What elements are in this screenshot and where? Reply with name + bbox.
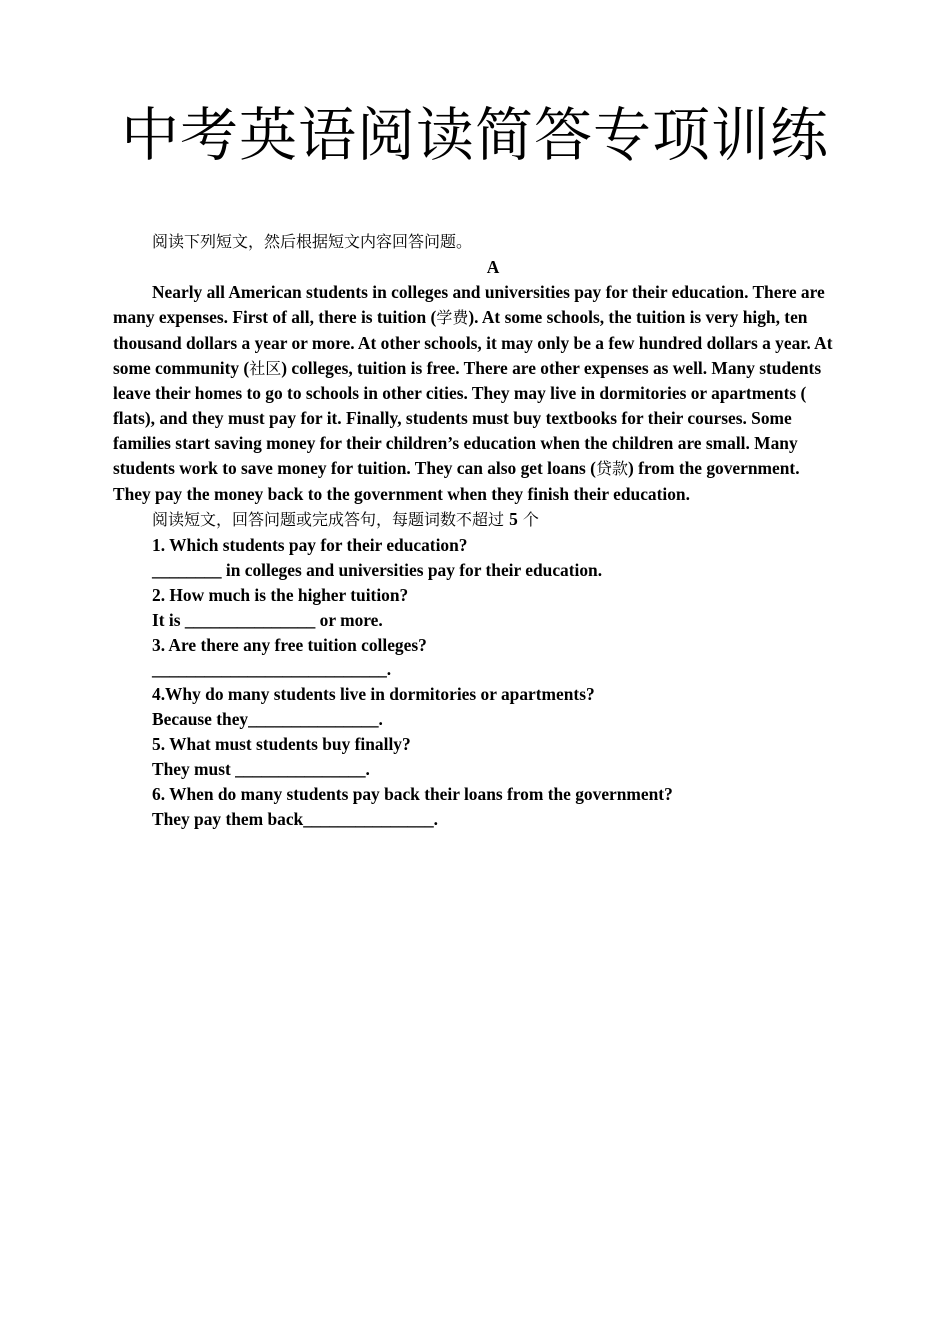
document-body bbox=[113, 230, 835, 832]
passage-text-4: ) from the government. They pay the money back to the government when they finish their education. bbox=[113, 458, 800, 505]
answer-line-4: Because they_______________. bbox=[152, 709, 383, 730]
task-instruction bbox=[113, 507, 835, 533]
passage-text-3: ) colleges, tuition is free. There are other expenses as well. Many students leave their homes to go to schools in other cities. They may live in dormitories or apartments ( flats), and they must pay for it. Finally, students must buy textbooks for their courses. Some families start saving money for their children’s education when the children are small. Many students work to save money for tuition. They can also get loans ( bbox=[113, 357, 822, 479]
question-6: 6. When do many students pay back their loans from the government? bbox=[152, 783, 673, 804]
page-title: 中考英语阅读简答专项训练 bbox=[120, 101, 829, 169]
answer-line-3: ___________________________. bbox=[152, 659, 392, 680]
task-text: 阅读短文，回答问题或完成答句，每题词数不超过 bbox=[152, 509, 510, 529]
passage-gloss-community: 社区 bbox=[249, 358, 282, 378]
answer-line-1: ________ in colleges and universities pay for their education. bbox=[152, 559, 603, 580]
reading-passage bbox=[113, 280, 835, 507]
passage-gloss-loans: 贷款 bbox=[595, 459, 628, 479]
instruction-text: 阅读下列短文，然后根据短文内容回答问题。 bbox=[152, 232, 473, 251]
task-word-limit: 5 bbox=[509, 508, 518, 529]
question-2: 2. How much is the higher tuition? bbox=[152, 584, 409, 605]
task-suffix: 个 bbox=[517, 509, 539, 529]
question-5: 5. What must students buy finally? bbox=[152, 734, 411, 755]
question-3: 3. Are there any free tuition colleges? bbox=[152, 634, 427, 655]
answer-line-2: It is _______________ or more. bbox=[152, 609, 383, 630]
question-4: 4.Why do many students live in dormitories or apartments? bbox=[152, 684, 595, 705]
passage-gloss-tuition: 学费 bbox=[436, 307, 469, 327]
question-list bbox=[113, 533, 835, 832]
answer-line-5: They must _______________. bbox=[152, 759, 370, 780]
passage-text-2: ). At some schools, the tuition is very high, ten thousand dollars a year or more. At other schools, it may only be a few hundred dollars a year. At some community ( bbox=[113, 306, 833, 378]
answer-line-6: They pay them back_______________. bbox=[152, 808, 438, 829]
question-1: 1. Which students pay for their education? bbox=[152, 534, 468, 555]
passage-text-1: Nearly all American students in colleges and universities pay for their education. There are many expenses. First of all, there is tuition ( bbox=[113, 281, 825, 327]
section-label: A bbox=[486, 256, 500, 277]
